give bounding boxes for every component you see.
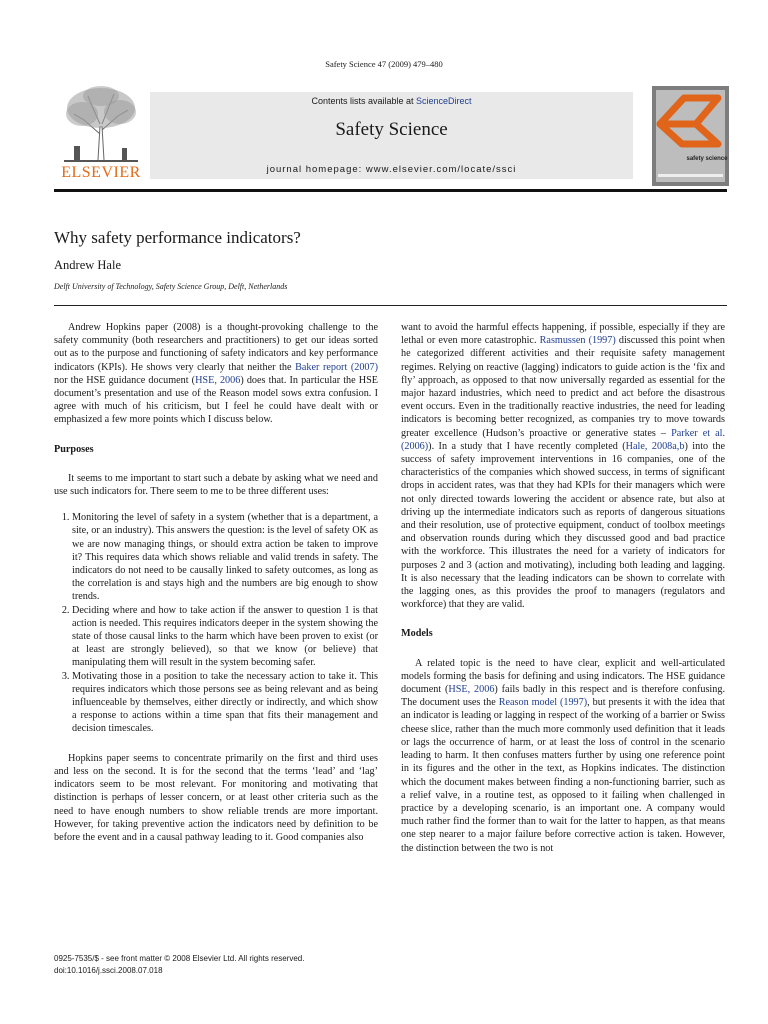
hse-2006-ref[interactable]: HSE, 2006 [448,684,495,696]
journal-homepage-link[interactable]: journal homepage: www.elsevier.com/locate/ssci [266,164,517,175]
journal-title: Safety Science [335,119,448,140]
copyright-line: 0925-7535/$ - see front matter © 2008 Elsevier Ltd. All rights reserved. [54,954,305,963]
closing-paragraph: Hopkins paper seems to concentrate primarily on the first and third uses and less on the second. It is for the second that the terms ‘lead’ and ‘lag’ indicators seem to be most relevant. For monitoring and motivating that distinction is perhaps of lesser concern, or at least other criteria such as the need to have enough numbers to show reliable trends are more important. However, for taking preventive action the indicators need by definition to be before the event and in a causal pathway leading to it. Good companies also [54,752,378,843]
purposes-intro-paragraph: It seems to me important to start such a debate by asking what we need and use such indicators for. There seem to me to be three different uses: [54,472,378,498]
reason-model-ref[interactable]: Reason model (1997) [498,697,588,709]
author-affiliation: Delft University of Technology, Safety Science Group, Delft, Netherlands [54,282,288,291]
contents-line [150,96,633,106]
section-heading-models: Models [401,628,433,640]
journal-cover-thumbnail-icon [652,86,729,186]
cover-text: safety science [686,156,728,162]
baker-report-ref[interactable]: Baker report (2007) [295,361,379,373]
list-item: 1. Monitoring the level of safety in a system (whether that is a department, a site, or an industry). This answers the question: is the level of safety OK as we are now managing things, or should extra action be taken to improve it? This requires data which shows reliable and valid trends in safety. The indicators do not need to be causally linked to safety outcomes, as long as the correlation is and stays high and the numbers are big enough to show trends. [72,511,378,603]
page-footer [54,953,304,977]
journal-masthead [54,84,729,187]
article-title: Why safety performance indicators? [54,228,301,247]
header-rule [54,305,727,306]
journal-citation: Safety Science 47 (2009) 479–480 [325,59,443,69]
author-name: Andrew Hale [54,258,121,272]
section-heading-purposes: Purposes [54,443,94,455]
intro-paragraph: Andrew Hopkins paper (2008) is a thought-provoking challenge to the safety community (both researchers and practitioners) to get our ideas sorted out as to the purpose and functioning of safety indicators and key performance indicators (KPIs). He shows very clearly that neither the Baker report (2007) nor the HSE guidance document (HSE, 2006) does that. In particular the HSE document’s presentation and use of the Reason model sows extra confusion. I agree with much of his criticism, but I feel he could have dealt with or emphasized a few more points which I discuss below. [54,322,379,426]
list-item: 3. Motivating those in a position to take the necessary action to take it. This requires indicators which those persons see as being relevant and as being influenceable by themselves, either directly or indirectly, and which show a response to actions within a time span that fits their management and decision timescales. [72,670,378,736]
continued-paragraph: want to avoid the harmful effects happening, if possible, especially if they are lethal or even more catastrophic. Rasmussen (1997) discussed this point when he categorized different activities and their requisite safety management regimes. Relying on reactive (lagging) indicators to guide action is the ‘fix and fly’ approach, as opposed to that now universally regarded as essential for the major hazard industries, which need to predict and act before the disastrous event occurs. Even in the traditionally reactive industries, the need for leading indicators is becoming better recognized, as companies try to move towards greater excellence (Hudson’s proactive or generative states – Parker et al. (2006)). In a study that I have recently completed (Hale, 2008a,b) into the success of safety improvement interventions in 16 companies, one of the characteristics of the companies which showed success, in terms of significant drops in accident rates, was that they had KPIs for their managers which were not only directed towards lowering the accident or absence rate, but also at driving up the intermediate indicators such as reports of dangerous situations and their resolution, use of protective equipment, conduct of toolbox meetings and observation rounds during which they discussed good and bad practice with the workforce. This illustrates the need for a variety of indicators for purposes 2 and 3 (action and motivating), including both leading and lagging. It is also necessary that the leading indicators can be shown to correlate with the lagging ones, as this provides the proof to managers (regulators and workforce) that they are valid. [401,322,725,611]
rasmussen-ref[interactable]: Rasmussen (1997) [539,335,616,347]
masthead-rule [54,189,727,192]
hale-ref[interactable]: Hale, 2008a,b [625,440,685,452]
elsevier-wordmark: ELSEVIER [61,164,141,181]
journal-banner [150,92,633,179]
doi-line: doi:10.1016/j.ssci.2008.07.018 [54,966,163,975]
models-paragraph: A related topic is the need to have clear, explicit and well-articulated models forming the basis for defining and using indicators. The HSE guidance document (HSE, 2006) fails badly in this respect and is therefore confusing. The document uses the Reason model (1997), but presents it with the idea that an indicator is leading or lagging in respect of the working of a barrier or Swiss cheese slice, rather than the much more commonly used definition that it leads or lags the occurrence of harm, or at least the loss of control in the scenario leading to harm. It then confuses matters further by using one reference point in its figures and the other in the text, as Hopkins indicates. The distinction which the document makes between finding a non-functioning barrier, such as a relief valve, in a routine test, as opposed to it failing when challenged in practice by a developing scenario, is an important one. A company would much rather find the former than to wait for the latter to happen, as that means one step nearer to a major failure before corrective action is taken. However, the distinction between the two is not [401,657,725,854]
sciencedirect-link[interactable]: ScienceDirect [416,96,472,106]
parker-ref[interactable]: Parker et al. (2006) [401,427,725,452]
left-column [54,321,378,844]
list-item: 2. Deciding where and how to take action if the answer to question 1 is that action is needed. This requires indicators deeper in the system showing the state of those causal links to the harm which have been proven to exist (or at least are strongly believed), so that we know (or believe) that manipulating them will result in the system becoming safer. [72,604,378,670]
contents-prefix: Contents lists available at [311,96,417,106]
right-column [401,321,725,855]
hse-2006-ref[interactable]: HSE, 2006 [195,374,241,386]
uses-list [54,511,378,735]
